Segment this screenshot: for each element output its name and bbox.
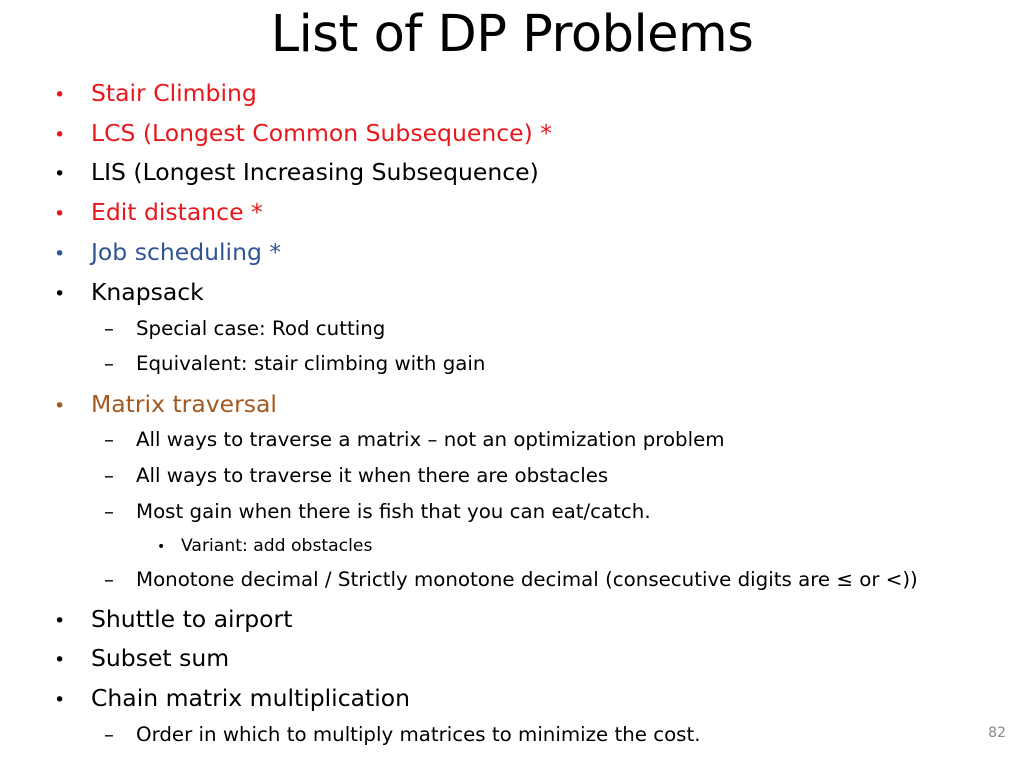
list-item-text: Equivalent: stair climbing with gain <box>136 352 486 375</box>
list-item-chain-matrix <box>54 682 410 716</box>
sub-item-all-ways <box>104 426 725 454</box>
bullet-icon: • <box>54 649 66 671</box>
sub-item-obstacles <box>104 462 608 490</box>
list-item-text: Chain matrix multiplication <box>91 684 411 712</box>
bullet-icon: • <box>54 283 66 305</box>
list-item-edit-distance <box>54 196 263 230</box>
sub-item-most-gain <box>104 498 651 526</box>
list-item-matrix-traversal <box>54 388 277 422</box>
dash-icon: – <box>104 500 114 523</box>
dash-icon: – <box>104 568 114 591</box>
dash-icon: – <box>104 464 114 487</box>
sub-item-rod-cutting <box>104 315 385 343</box>
list-item-text: Most gain when there is fish that you can eat/catch. <box>136 500 651 523</box>
dash-icon: – <box>104 317 114 340</box>
list-item-text: Monotone decimal / Strictly monotone decimal (consecutive digits are ≤ or <)) <box>136 568 918 591</box>
bullet-icon: • <box>54 243 66 265</box>
list-item-text: Order in which to multiply matrices to minimize the cost. <box>136 723 701 746</box>
bullet-icon: • <box>54 610 66 632</box>
dash-icon: – <box>104 352 114 375</box>
list-item-knapsack <box>54 276 204 310</box>
list-item-job-scheduling <box>54 236 281 270</box>
list-item-lis <box>54 156 539 190</box>
sub-sub-item-variant <box>157 535 372 558</box>
bullet-icon: • <box>54 689 66 711</box>
dash-icon: – <box>104 428 114 451</box>
bullet-icon: • <box>54 124 66 146</box>
bullet-icon: • <box>54 395 66 417</box>
bullet-icon: • <box>157 539 166 555</box>
sub-item-stair-climbing-gain <box>104 350 485 378</box>
list-item-text: Stair Climbing <box>91 79 257 107</box>
list-item-text: All ways to traverse it when there are obstacles <box>136 464 609 487</box>
list-item-text: Knapsack <box>91 278 204 306</box>
bullet-icon: • <box>54 163 66 185</box>
page-number: 82 <box>988 725 1006 741</box>
bullet-icon: • <box>54 84 66 106</box>
list-item-text: Matrix traversal <box>91 390 277 418</box>
sub-item-multiply-order <box>104 721 701 749</box>
list-item-text: All ways to traverse a matrix – not an optimization problem <box>136 428 725 451</box>
list-item-text: Subset sum <box>91 644 230 672</box>
list-item-text: Special case: Rod cutting <box>136 317 386 340</box>
list-item-lcs <box>54 117 552 151</box>
bullet-icon: • <box>54 203 66 225</box>
list-item-text: Edit distance * <box>91 198 263 226</box>
list-item-text: LIS (Longest Increasing Subsequence) <box>91 158 539 186</box>
slide-title: List of DP Problems <box>270 5 754 64</box>
list-item-text: Job scheduling * <box>91 238 282 266</box>
list-item-shuttle <box>54 603 292 637</box>
list-item-stair-climbing <box>54 77 257 111</box>
list-item-subset-sum <box>54 642 229 676</box>
dash-icon: – <box>104 723 114 746</box>
list-item-text: Shuttle to airport <box>91 605 293 633</box>
list-item-text: Variant: add obstacles <box>181 536 373 556</box>
list-item-text: LCS (Longest Common Subsequence) * <box>91 119 552 147</box>
sub-item-monotone-decimal <box>104 566 918 594</box>
